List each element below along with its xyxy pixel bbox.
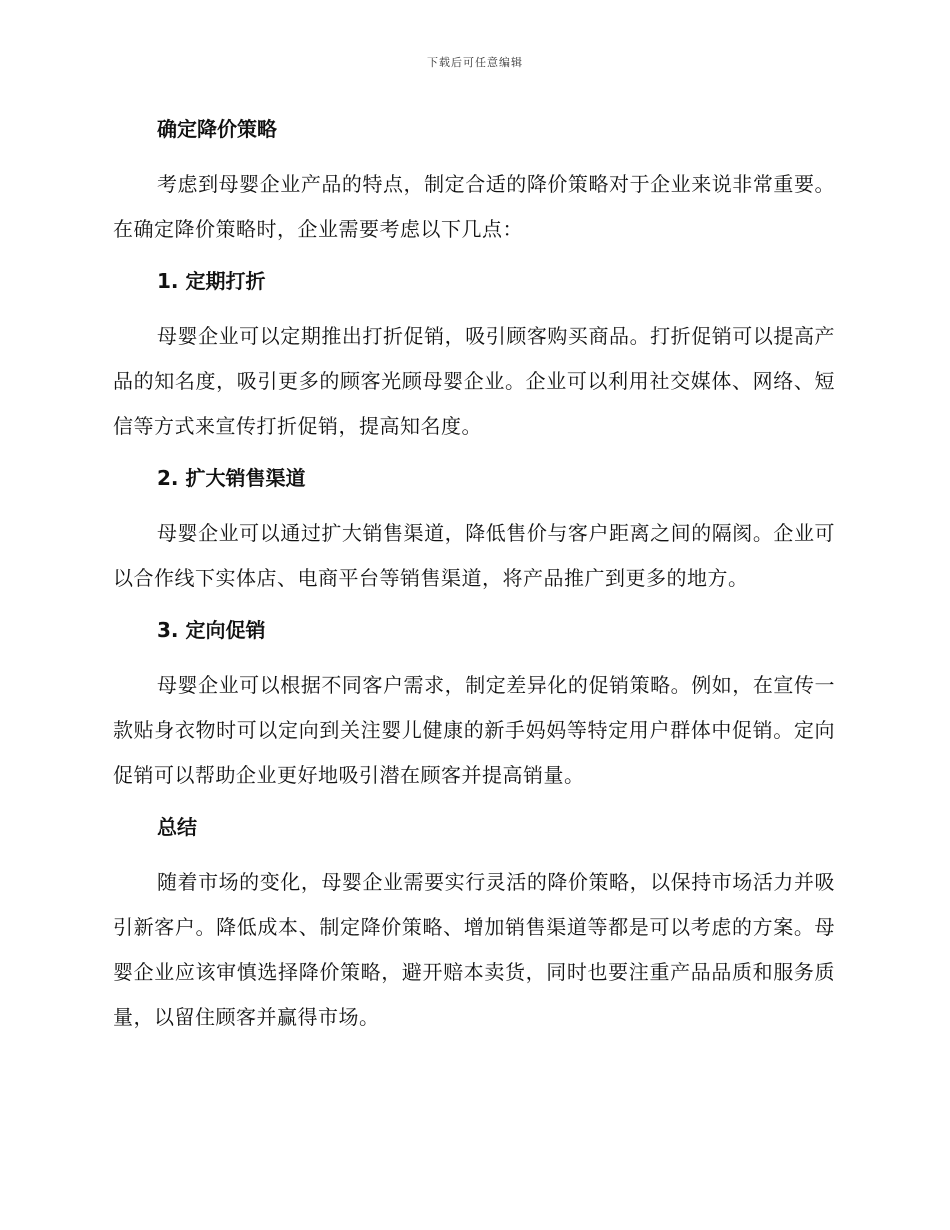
- section-paragraph: 母婴企业可以通过扩大销售渠道，降低售价与客户距离之间的隔阂。企业可以合作线下实体店、电商平台等销售渠道，将产品推广到更多的地方。: [113, 521, 835, 590]
- section-regular-discount: [113, 264, 835, 449]
- section-paragraph: 母婴企业可以根据不同客户需求，制定差异化的促销策略。例如，在宣传一款贴身衣物时可以定向到关注婴儿健康的新手妈妈等特定用户群体中促销。定向促销可以帮助企业更好地吸引潜在顾客并提高销量。: [113, 673, 835, 787]
- section-heading: 确定降价策略: [157, 117, 277, 141]
- section-expand-channels: [113, 461, 835, 601]
- section-price-strategy: [113, 112, 835, 252]
- section-targeted-promotion: [113, 613, 835, 798]
- section-summary: [113, 810, 835, 1040]
- section-heading: 1. 定期打折: [157, 269, 266, 293]
- section-heading: 2. 扩大销售渠道: [157, 466, 306, 490]
- section-heading: 总结: [157, 815, 197, 839]
- document-body: [113, 112, 835, 1052]
- section-paragraph: 随着市场的变化，母婴企业需要实行灵活的降价策略，以保持市场活力并吸引新客户。降低成本、制定降价策略、增加销售渠道等都是可以考虑的方案。母婴企业应该审慎选择降价策略，避开赔本卖货，同时也要注重产品品质和服务质量，以留住顾客并赢得市场。: [113, 870, 835, 1029]
- page-header: 下载后可任意编辑: [427, 56, 523, 69]
- section-paragraph: 母婴企业可以定期推出打折促销，吸引顾客购买商品。打折促销可以提高产品的知名度，吸引更多的顾客光顾母婴企业。企业可以利用社交媒体、网络、短信等方式来宣传打折促销，提高知名度。: [113, 324, 835, 438]
- section-paragraph: 考虑到母婴企业产品的特点，制定合适的降价策略对于企业来说非常重要。在确定降价策略时，企业需要考虑以下几点：: [113, 172, 835, 241]
- section-heading: 3. 定向促销: [157, 618, 266, 642]
